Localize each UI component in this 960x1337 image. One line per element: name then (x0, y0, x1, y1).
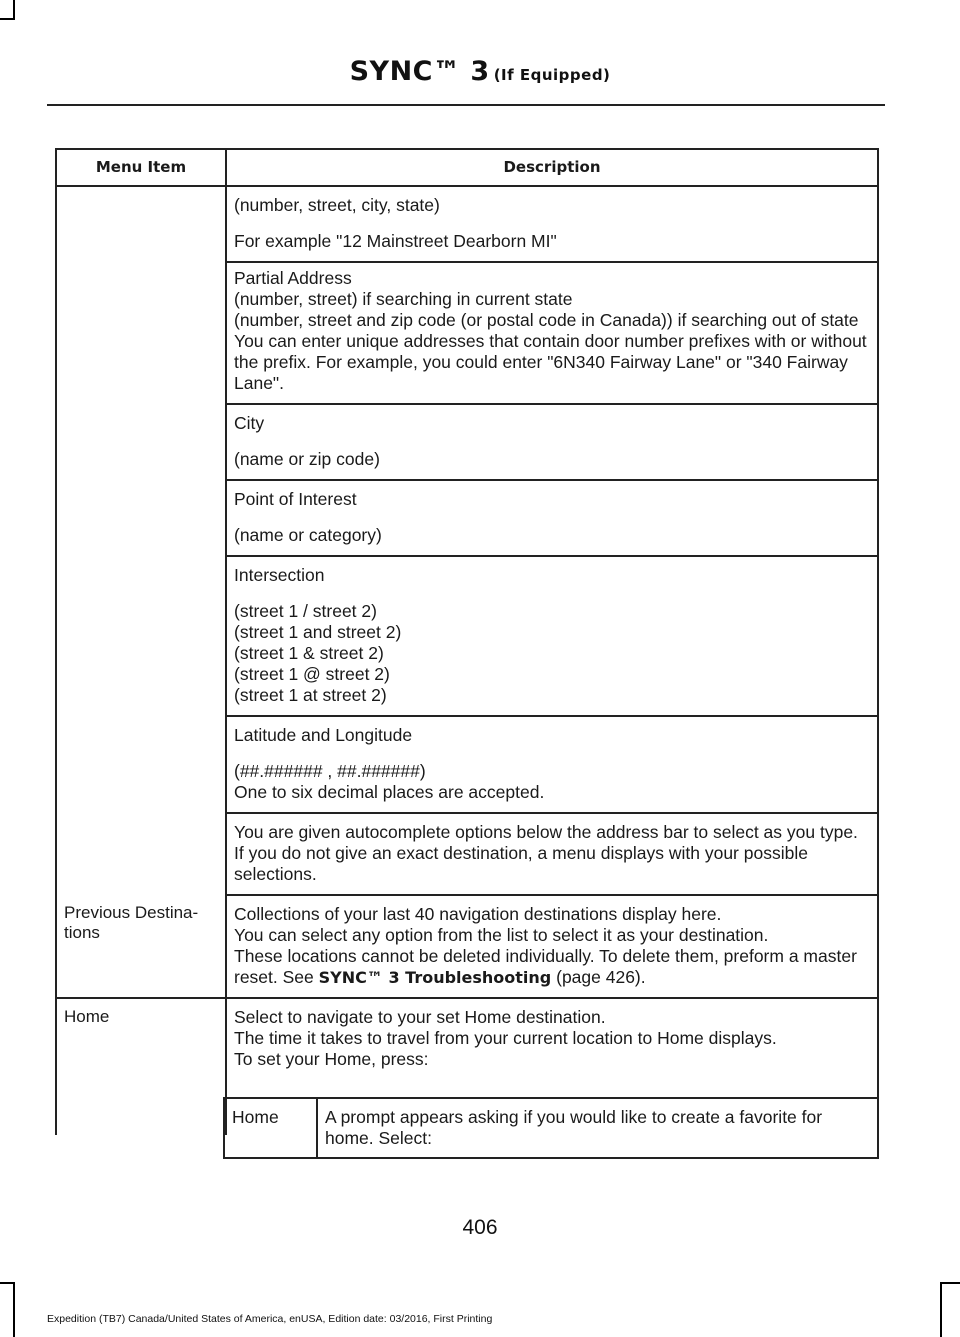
desc-line: City (234, 413, 265, 433)
table-row-previous-destinations (56, 895, 878, 998)
desc-line: One to six decimal places are accepted. (234, 782, 545, 802)
desc-line: (number, street) if searching in current state (234, 289, 573, 309)
desc-line: If you do not give an exact destination, a menu displays with your possible selections. (234, 843, 808, 884)
page-number: 406 (462, 1216, 498, 1239)
subtable-description: A prompt appears asking if you would like to create a favorite for home. Select: (317, 1098, 878, 1158)
crop-mark (0, 18, 15, 20)
menu-cell-empty (56, 186, 226, 895)
desc-line: The time it takes to travel from your current location to Home displays. (234, 1028, 777, 1048)
table-header-row (56, 149, 878, 186)
title-subtitle: (If Equipped) (493, 66, 611, 84)
subtable-label-home: Home (224, 1098, 317, 1158)
menu-cell-home: Home (56, 998, 226, 1135)
menu-cell-previous-destinations: Previous Destina-tions (56, 895, 226, 998)
desc-line: (number, street and zip code (or postal code in Canada)) if searching out of state (234, 310, 859, 330)
desc-line: (street 1 / street 2) (234, 601, 377, 621)
desc-line: For example "12 Mainstreet Dearborn MI" (234, 231, 557, 251)
desc-line: (number, street, city, state) (234, 195, 440, 215)
header-divider (47, 104, 885, 106)
description-cell (226, 186, 878, 262)
desc-line: Intersection (234, 565, 325, 585)
description-cell (226, 716, 878, 813)
desc-text: These locations cannot be deleted individually. To delete them, preform a master reset. See (234, 946, 857, 987)
home-subtable (223, 1097, 879, 1159)
edition-info: Expedition (TB7) Canada/United States of America, enUSA, Edition date: 03/2016, First Printing (47, 1313, 493, 1325)
desc-line: Collections of your last 40 navigation destinations display here. (234, 904, 722, 924)
desc-line: (name or zip code) (234, 449, 380, 469)
desc-line (234, 946, 871, 988)
crop-mark (13, 0, 15, 20)
desc-line: (##.###### , ##.######) (234, 761, 426, 781)
description-cell (226, 895, 878, 998)
crop-mark (0, 1282, 15, 1284)
desc-line: You can enter unique addresses that contain door number prefixes with or without the prefix. For example, you could enter "6N340 Fairway Lane" or "340 Fairway Lane". (234, 331, 867, 393)
column-header-description: Description (226, 149, 878, 186)
description-cell (226, 556, 878, 716)
column-header-menu-item: Menu Item (56, 149, 226, 186)
desc-line: Select to navigate to your set Home destination. (234, 1007, 606, 1027)
page-title (0, 56, 960, 87)
crop-mark (13, 1282, 15, 1337)
description-cell (226, 404, 878, 480)
desc-line: Latitude and Longitude (234, 725, 413, 745)
title-main: SYNC™ 3 (349, 56, 490, 87)
desc-line: Partial Address (234, 268, 352, 288)
desc-line: To set your Home, press: (234, 1049, 429, 1069)
description-cell (226, 480, 878, 556)
desc-line: You are given autocomplete options below the address bar to select as you type. (234, 822, 858, 842)
desc-line: (street 1 @ street 2) (234, 664, 390, 684)
crop-mark (940, 1282, 960, 1284)
desc-line: You can select any option from the list to select it as your destination. (234, 925, 769, 945)
desc-line: (street 1 & street 2) (234, 643, 384, 663)
menu-table (55, 148, 879, 1135)
desc-line: (street 1 and street 2) (234, 622, 402, 642)
desc-line: (name or category) (234, 525, 382, 545)
crop-mark (940, 1282, 942, 1337)
desc-line: Point of Interest (234, 489, 357, 509)
table-row (224, 1098, 878, 1158)
cross-reference-link[interactable]: SYNC™ 3 Troubleshooting (318, 968, 552, 987)
desc-line: (street 1 at street 2) (234, 685, 387, 705)
description-cell (226, 813, 878, 895)
table-row (56, 186, 878, 262)
description-cell (226, 262, 878, 404)
desc-text: (page 426). (551, 967, 646, 987)
